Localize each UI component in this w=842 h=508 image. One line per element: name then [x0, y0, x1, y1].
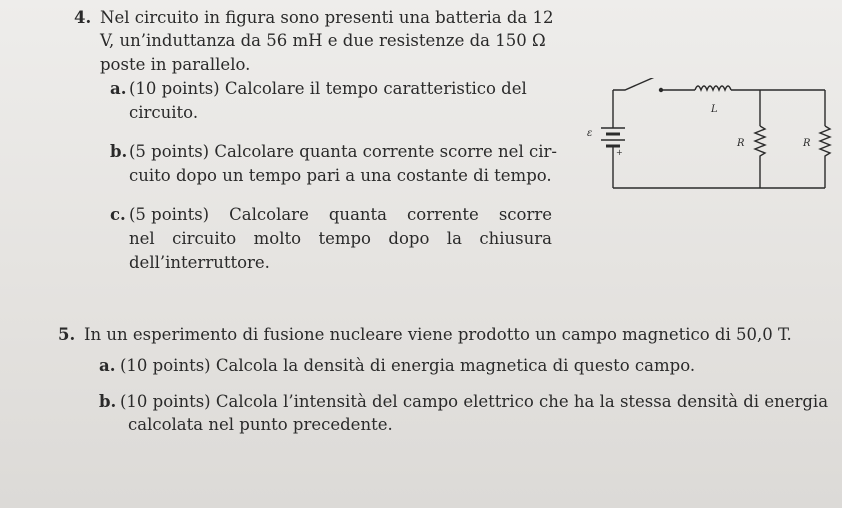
question-5-number: 5. [58, 325, 76, 344]
resistor-2 [820, 126, 830, 160]
circuit-diagram [585, 78, 835, 193]
q4a-label: a. [110, 79, 127, 98]
q4c-word: corrente [407, 205, 479, 224]
question-4-text-line2: V, un’induttanza da 56 mH e due resistenze da 150 Ω [100, 31, 546, 50]
q4c-word: tempo [318, 229, 371, 248]
question-4-text-line1: Nel circuito in figura sono presenti una batteria da 12 [100, 8, 554, 27]
q4c-word: scorre [498, 205, 552, 224]
switch [613, 78, 657, 90]
question-5-text-line1: In un esperimento di fusione nucleare viene prodotto un campo magnetico di 50,0 T. [84, 325, 792, 344]
emf-label: ε [587, 128, 593, 139]
q4c-word: quanta [328, 205, 387, 224]
q4c-text-line2 [129, 229, 552, 249]
q4c-word: dopo [388, 229, 430, 248]
q5b-text-line1: (10 points) Calcola l’intensità del campo elettrico che ha la stessa densità di energia [120, 392, 829, 411]
q5a-text-line1: (10 points) Calcola la densità di energia magnetica di questo campo. [120, 356, 696, 375]
question-4-text-line3: poste in parallelo. [100, 55, 251, 74]
resistor-1-label: R [737, 138, 745, 149]
q4c-word: chiusura [479, 229, 552, 248]
q4c-word: nel [129, 229, 155, 248]
resistor-2-label: R [803, 138, 811, 149]
q4a-text-line2: circuito. [129, 103, 199, 122]
q4a-text-line1: (10 points) Calcolare il tempo caratteristico del [129, 79, 527, 98]
q4c-text-line1 [129, 205, 552, 225]
inductor-label: L [711, 104, 718, 115]
q4b-label: b. [110, 142, 128, 161]
q4c-text-line3: dell’interruttore. [129, 253, 270, 272]
q4c-label: c. [110, 205, 126, 224]
switch-contact [660, 89, 663, 92]
battery [601, 128, 625, 146]
question-4-number: 4. [74, 8, 92, 27]
q5b-label: b. [99, 392, 117, 411]
q4c-word: la [446, 229, 462, 248]
q4c-word: circuito [172, 229, 237, 248]
q4c-word: (5 points) [129, 205, 210, 224]
resistor-1 [755, 126, 765, 160]
q5a-label: a. [99, 356, 116, 375]
battery-plus-label: + [616, 148, 623, 157]
q4c-word: molto [253, 229, 302, 248]
q4b-text-line1: (5 points) Calcolare quanta corrente scorre nel cir- [129, 142, 557, 161]
q4c-word: Calcolare [229, 205, 309, 224]
q4b-text-line2: cuito dopo un tempo pari a una costante di tempo. [129, 166, 552, 185]
q5b-text-line2: calcolata nel punto precedente. [128, 415, 393, 434]
inductor [695, 86, 731, 90]
